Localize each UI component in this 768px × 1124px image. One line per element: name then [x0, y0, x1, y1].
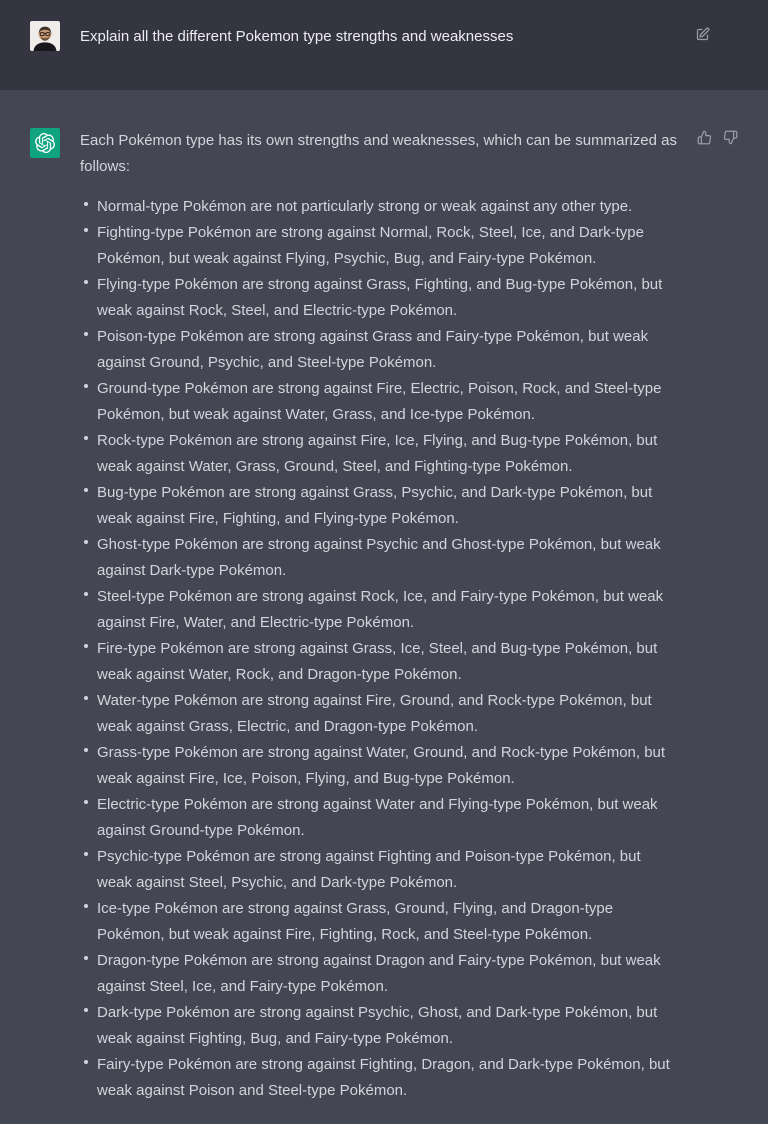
user-message-text: Explain all the different Pokemon type strengths and weaknesses	[80, 28, 514, 45]
user-avatar	[30, 21, 60, 51]
list-item: Water-type Pokémon are strong against Fire, Ground, and Rock-type Pokémon, but weak against Grass, Electric, and Dragon-type Pokémon.	[97, 688, 678, 740]
list-item: Poison-type Pokémon are strong against Grass and Fairy-type Pokémon, but weak against Ground, Psychic, and Steel-type Pokémon.	[97, 324, 678, 376]
list-item: Flying-type Pokémon are strong against Grass, Fighting, and Bug-type Pokémon, but weak against Rock, Steel, and Electric-type Pokémon.	[97, 272, 678, 324]
list-item: Grass-type Pokémon are strong against Water, Ground, and Rock-type Pokémon, but weak against Fire, Ice, Poison, Flying, and Bug-type Pokémon.	[97, 740, 678, 792]
feedback-buttons	[697, 128, 738, 145]
openai-logo-icon	[35, 133, 55, 153]
thumbs-down-button[interactable]	[723, 130, 738, 145]
chatgpt-avatar	[30, 128, 60, 158]
list-item: Fairy-type Pokémon are strong against Fighting, Dragon, and Dark-type Pokémon, but weak against Poison and Steel-type Pokémon.	[97, 1052, 678, 1104]
pokemon-type-list	[80, 194, 678, 1104]
list-item: Steel-type Pokémon are strong against Rock, Ice, and Fairy-type Pokémon, but weak against Fire, Water, and Electric-type Pokémon.	[97, 584, 678, 636]
assistant-message-content	[80, 128, 678, 1104]
list-item: Ghost-type Pokémon are strong against Psychic and Ghost-type Pokémon, but weak against Dark-type Pokémon.	[97, 532, 678, 584]
list-item: Normal-type Pokémon are not particularly strong or weak against any other type.	[97, 194, 678, 220]
list-item: Bug-type Pokémon are strong against Grass, Psychic, and Dark-type Pokémon, but weak against Fire, Fighting, and Flying-type Pokémon.	[97, 480, 678, 532]
user-photo-avatar	[30, 21, 60, 51]
list-item: Ground-type Pokémon are strong against Fire, Electric, Poison, Rock, and Steel-type Pokémon, but weak against Water, Grass, and Ice-type Pokémon.	[97, 376, 678, 428]
user-message-row	[0, 0, 768, 90]
edit-pencil-icon	[695, 27, 710, 42]
thumbs-up-icon	[697, 130, 712, 145]
list-item: Electric-type Pokémon are strong against Water and Flying-type Pokémon, but weak against Ground-type Pokémon.	[97, 792, 678, 844]
thumbs-down-icon	[723, 130, 738, 145]
list-item: Dragon-type Pokémon are strong against Dragon and Fairy-type Pokémon, but weak against Steel, Ice, and Fairy-type Pokémon.	[97, 948, 678, 1000]
assistant-message-row	[0, 90, 768, 1124]
edit-message-button[interactable]	[695, 27, 710, 42]
assistant-intro-paragraph: Each Pokémon type has its own strengths and weaknesses, which can be summarized as follows:	[80, 132, 677, 175]
list-item: Dark-type Pokémon are strong against Psychic, Ghost, and Dark-type Pokémon, but weak against Fighting, Bug, and Fairy-type Pokémon.	[97, 1000, 678, 1052]
list-item: Psychic-type Pokémon are strong against Fighting and Poison-type Pokémon, but weak against Steel, Psychic, and Dark-type Pokémon.	[97, 844, 678, 896]
list-item: Fire-type Pokémon are strong against Grass, Ice, Steel, and Bug-type Pokémon, but weak against Water, Rock, and Dragon-type Pokémon.	[97, 636, 678, 688]
list-item: Fighting-type Pokémon are strong against Normal, Rock, Steel, Ice, and Dark-type Pokémon, but weak against Flying, Psychic, Bug, and Fairy-type Pokémon.	[97, 220, 678, 272]
list-item: Rock-type Pokémon are strong against Fire, Ice, Flying, and Bug-type Pokémon, but weak against Water, Grass, Ground, Steel, and Fighting-type Pokémon.	[97, 428, 678, 480]
thumbs-up-button[interactable]	[697, 130, 712, 145]
list-item: Ice-type Pokémon are strong against Grass, Ground, Flying, and Dragon-type Pokémon, but weak against Fire, Fighting, Rock, and Steel-type Pokémon.	[97, 896, 678, 948]
